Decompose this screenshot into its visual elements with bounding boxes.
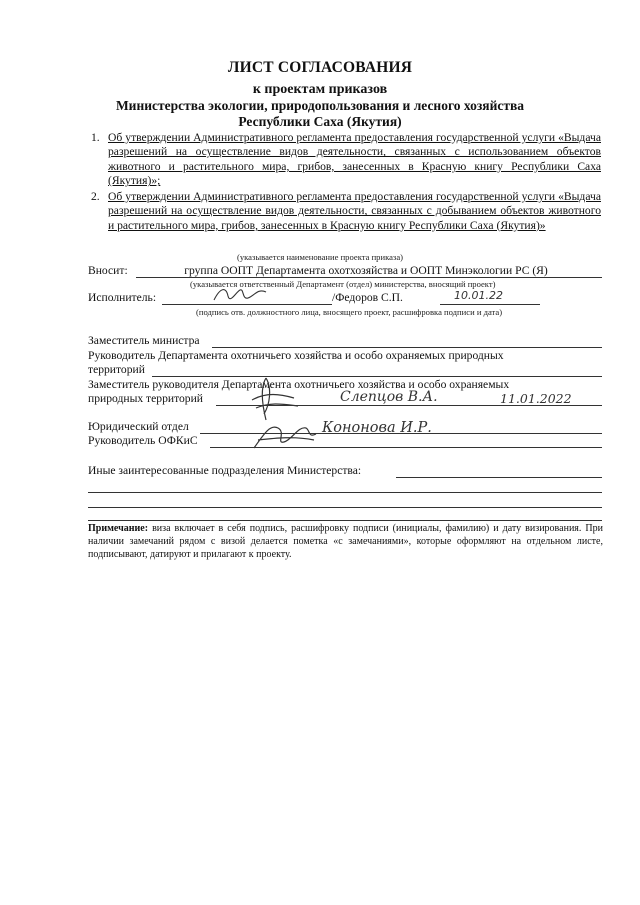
ofkis-label: Руководитель ОФКиС bbox=[88, 434, 198, 447]
item-number: 1. bbox=[91, 131, 100, 144]
submitted-value: группа ООПТ Департамента охотхозяйства и ООПТ Минэкологии РС (Я) bbox=[184, 264, 548, 277]
executor-signature-icon bbox=[210, 282, 270, 308]
department-hint: (указывается ответственный Департамент (отдел) министерства, вносящий проект) bbox=[190, 279, 496, 289]
other-departments-label: Иные заинтересованные подразделения Министерства: bbox=[88, 464, 362, 477]
legal-label: Юридический отдел bbox=[88, 420, 189, 433]
note-text: виза включает в себя подпись, расшифровку подписи (инициалы, фамилию) и дату визирования. При наличии замечаний рядом с визой делается пометка «с замечаниями», которые оформляют на отдельном листе, подписывают, датируют и прилагают к проекту. bbox=[88, 523, 603, 560]
executor-date: 10.01.22 bbox=[454, 289, 503, 302]
ministry-name: Министерства экологии, природопользования и лесного хозяйства bbox=[115, 98, 525, 113]
deputy-head-signature-date: 11.01.2022 bbox=[500, 391, 572, 406]
head-dept-label-1: Руководитель Департамента охотничьего хозяйства и особо охраняемых природных bbox=[88, 349, 504, 362]
note-block bbox=[88, 522, 603, 561]
deputy-minister-label: Заместитель министра bbox=[88, 334, 200, 347]
submitted-label: Вносит: bbox=[88, 264, 128, 277]
republic-name: Республики Саха (Якутия) bbox=[238, 114, 402, 129]
executor-date-line bbox=[440, 304, 540, 305]
project-item-2 bbox=[91, 190, 601, 233]
doc-title: ЛИСТ СОГЛАСОВАНИЯ bbox=[227, 59, 413, 76]
head-dept-label-2: территорий bbox=[88, 363, 145, 376]
other-line-2 bbox=[88, 492, 602, 493]
item-text: Об утверждении Административного регламента предоставления государственной услуги «Выдача разрешений на осуществление видов деятельности, связанных с добыванием объектов животного и растительного мира, грибов, занесенных в Красную книгу Республики Саха (Якутия)» bbox=[108, 190, 601, 232]
project-name-hint: (указывается наименование проекта приказа) bbox=[236, 252, 404, 262]
doc-subtitle: к проектам приказов bbox=[252, 82, 388, 97]
note-label: Примечание: bbox=[88, 523, 149, 534]
executor-name: /Федоров С.П. bbox=[332, 291, 403, 304]
executor-label: Исполнитель: bbox=[88, 291, 157, 304]
item-text: Об утверждении Административного регламента предоставления государственной услуги «Выдача разрешений на осуществление видов деятельности, связанных с использованием объектов животного и растительного мира, грибов, занесенных в Красную книгу Республики Саха (Якутия)»; bbox=[108, 131, 601, 188]
ofkis-line bbox=[210, 447, 602, 448]
note-separator bbox=[88, 520, 602, 521]
deputy-head-signature-name: Слепцов В.А. bbox=[340, 389, 438, 405]
legal-signature-name: Кононова И.Р. bbox=[322, 420, 432, 436]
deputy-head-signature-icon bbox=[236, 374, 306, 424]
legal-signature-icon bbox=[248, 418, 320, 454]
deputy-head-label-2: природных территорий bbox=[88, 392, 203, 405]
item-number: 2. bbox=[91, 190, 100, 203]
project-item-1 bbox=[91, 131, 601, 189]
head-dept-line bbox=[152, 376, 602, 377]
deputy-minister-line bbox=[212, 347, 602, 348]
other-line-3 bbox=[88, 507, 602, 508]
executor-hint: (подпись отв. должностного лица, вносящего проект, расшифровка подписи и дата) bbox=[196, 307, 503, 317]
other-line-1 bbox=[396, 477, 602, 478]
deputy-head-label-1: Заместитель руководителя Департамента охотничьего хозяйства и особо охраняемых bbox=[88, 378, 510, 391]
